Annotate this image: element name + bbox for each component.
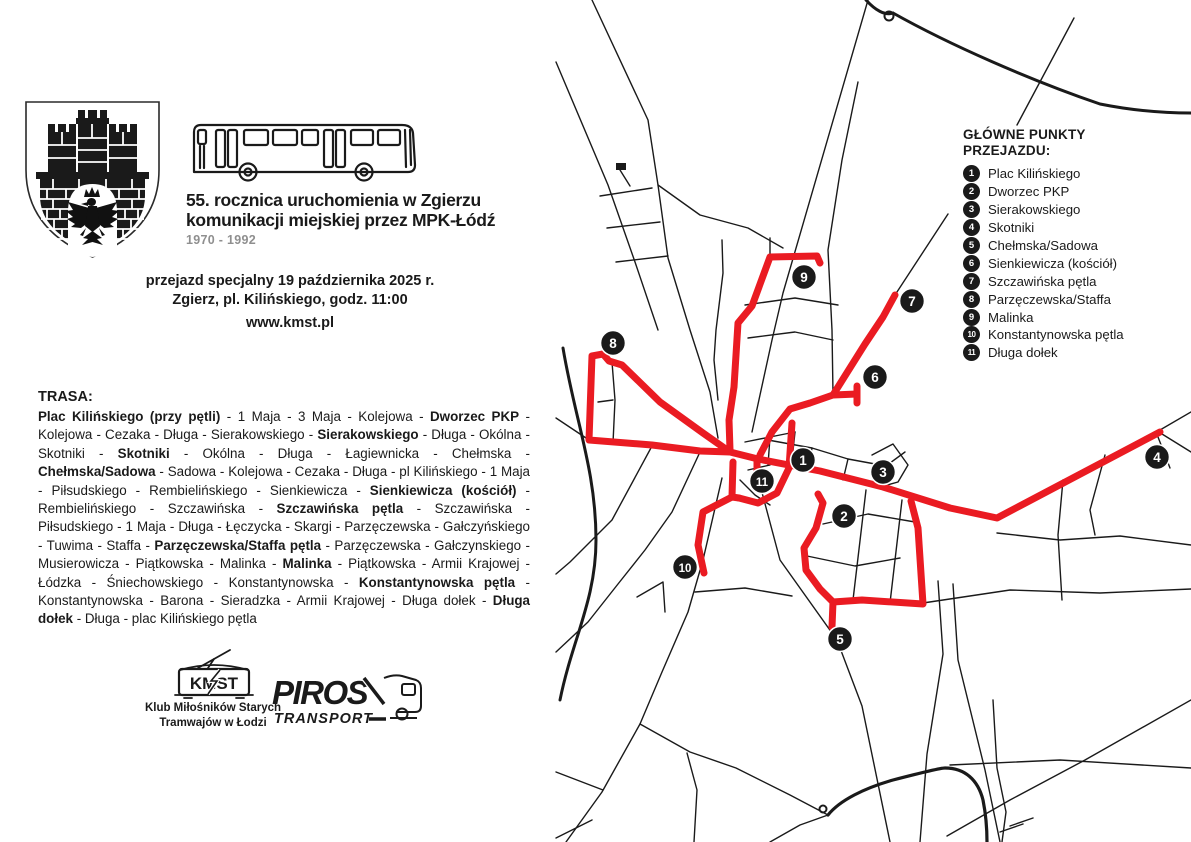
- poster-title: [186, 191, 495, 230]
- legend-item: [963, 326, 1188, 344]
- legend-bullet-number: 4: [963, 219, 980, 236]
- route-marker-number: 1: [799, 452, 807, 468]
- poster-title-line1: 55. rocznica uruchomienia w Zgierzu: [186, 190, 481, 210]
- legend-item: [963, 201, 1188, 219]
- route-street-list: - Parzęczewska - Gałczynskiego - Musierowicza - Piątkowska - Malinka -: [38, 537, 530, 572]
- legend-item: [963, 344, 1188, 362]
- route-marker-number: 9: [800, 269, 808, 285]
- route-marker-number: 6: [871, 369, 879, 385]
- route-stop-bold: Konstantynowska pętla: [358, 574, 516, 590]
- route-street-list: - Okólna - Długa - Łagiewnicka - Chełmska -: [169, 445, 530, 461]
- legend-item: [963, 254, 1188, 272]
- route-stop-bold: Długa dołek: [38, 593, 530, 627]
- legend-heading-line1: GŁÓWNE PUNKTY: [963, 127, 1086, 142]
- legend-bullet-number: 3: [963, 201, 980, 218]
- legend-label: Długa dołek: [988, 345, 1058, 361]
- legend-label: Konstantynowska pętla: [988, 327, 1124, 343]
- legend-item: [963, 219, 1188, 237]
- legend-label: Dworzec PKP: [988, 184, 1070, 200]
- route-konstantynowska-branch: [698, 497, 732, 573]
- map-legend: [963, 127, 1188, 362]
- legend-item: [963, 308, 1188, 326]
- route-center-link: [732, 462, 739, 498]
- route-stop-bold: Malinka: [282, 556, 332, 572]
- route-marker-number: 2: [840, 508, 848, 524]
- legend-label: Sienkiewicza (kościół): [988, 255, 1117, 271]
- legend-bullet-number: 9: [963, 309, 980, 326]
- route-street-list: - 1 Maja - 3 Maja - Kolejowa -: [220, 409, 431, 424]
- legend-label: Malinka: [988, 309, 1034, 325]
- route-street-list: - Konstantynowska - Barona - Sieradzka - Armii Krajowej - Długa dołek -: [38, 574, 530, 609]
- route-street-list: - Długa - plac Kilińskiego pętla: [72, 611, 257, 627]
- route-street-list: - Długa - Okólna - Skotniki -: [38, 427, 530, 461]
- zgierz-coat-of-arms: [20, 98, 165, 262]
- event-details: [110, 272, 470, 309]
- legend-bullet-number: 7: [963, 273, 980, 290]
- legend-bullet-number: 8: [963, 291, 980, 308]
- route-parzeczewska-loop: [589, 354, 730, 452]
- map-flag-symbol: [616, 163, 626, 170]
- piros-logo: [272, 668, 424, 730]
- legend-bullet-number: 6: [963, 255, 980, 272]
- website-link[interactable]: www.kmst.pl: [245, 315, 335, 331]
- legend-bullet-number: 5: [963, 237, 980, 254]
- route-marker-number: 8: [609, 335, 617, 351]
- event-date: przejazd specjalny 19 października 2025 r.: [145, 273, 435, 289]
- legend-label: Plac Kilińskiego: [988, 166, 1081, 182]
- route-marker-number: 7: [908, 293, 916, 309]
- route-sienkiewicza-stub: [833, 394, 857, 395]
- route-stop-bold: Sierakowskiego: [317, 427, 419, 443]
- legend-item: [963, 290, 1188, 308]
- route-description: [38, 389, 530, 629]
- legend-heading-line2: PRZEJAZDU:: [963, 142, 1051, 158]
- route-stop-bold: Dworzec PKP: [430, 409, 520, 424]
- legend-bullet-number: 10: [963, 326, 980, 343]
- legend-label: Chełmska/Sadowa: [988, 238, 1098, 253]
- kmst-caption-line1: Klub Miłośników Starych: [144, 702, 282, 714]
- legend-label: Szczawińska pętla: [988, 273, 1097, 289]
- route-marker-number: 4: [1153, 449, 1161, 465]
- legend-bullet-number: 11: [963, 344, 980, 361]
- route-street-list: - Szczawińska - Piłsudskiego - 1 Maja - Długa - Łęczycka - Skargi - Parzęczewska - Gałczyńskiego - Tuwima - Staffa -: [38, 501, 530, 553]
- piros-logo-subtext: TRANSPORT: [274, 711, 373, 727]
- event-place-time: Zgierz, pl. Kilińskiego, godz. 11:00: [172, 291, 408, 308]
- legend-item: [963, 183, 1188, 201]
- route-stop-bold: Chełmska/Sadowa: [38, 464, 156, 480]
- route-stop-bold: Skotniki: [117, 445, 170, 461]
- route-heading: TRASA:: [38, 389, 93, 405]
- route-stop-bold: Plac Kilińskiego (przy pętli): [38, 409, 221, 424]
- route-marker-number: 3: [879, 464, 887, 480]
- route-text: [38, 408, 530, 629]
- legend-heading: [963, 127, 1188, 158]
- kmst-caption-line2: Tramwajów w Łodzi: [159, 716, 267, 729]
- legend-bullet-number: 1: [963, 165, 980, 182]
- poster-years: 1970 - 1992: [186, 233, 257, 247]
- legend-item: [963, 165, 1188, 183]
- kmst-logo-text: KMST: [189, 674, 239, 693]
- route-street-list: - Piątkowska - Armii Krajowej - Łódzka - Śniechowskiego - Konstantynowska -: [38, 556, 530, 590]
- route-marker-number: 5: [836, 631, 844, 647]
- route-stop-bold: Parzęczewska/Staffa pętla: [154, 537, 322, 553]
- legend-label: Sierakowskiego: [988, 202, 1081, 218]
- legend-item: [963, 272, 1188, 290]
- route-marker-number: 11: [755, 476, 769, 489]
- route-street-list: - Kolejowa - Cezaka - Długa - Sierakowskiego -: [38, 409, 530, 443]
- legend-list: [963, 165, 1188, 362]
- bus-drawing: [186, 120, 422, 184]
- legend-label: Parzęczewska/Staffa: [988, 291, 1111, 307]
- legend-bullet-number: 2: [963, 183, 980, 200]
- piros-logo-text: PIROS: [272, 674, 368, 711]
- route-street-list: - Sadowa - Kolejowa - Cezaka - Długa - pl Kilińskiego - 1 Maja - Piłsudskiego - Rembielińskiego - Sienkiewicza -: [38, 464, 530, 498]
- kmst-logo: [168, 648, 260, 702]
- route-stop-bold: Szczawińska pętla: [276, 501, 404, 517]
- route-stop-bold: Sienkiewicza (kościół): [369, 482, 517, 498]
- legend-label: Skotniki: [988, 220, 1035, 236]
- poster-title-line2: komunikacji miejskiej przez MPK-Łódź: [186, 209, 496, 230]
- legend-item: [963, 237, 1188, 255]
- route-marker-number: 10: [678, 562, 692, 575]
- route-street-list: - Rembielińskiego - Szczawińska -: [38, 482, 530, 517]
